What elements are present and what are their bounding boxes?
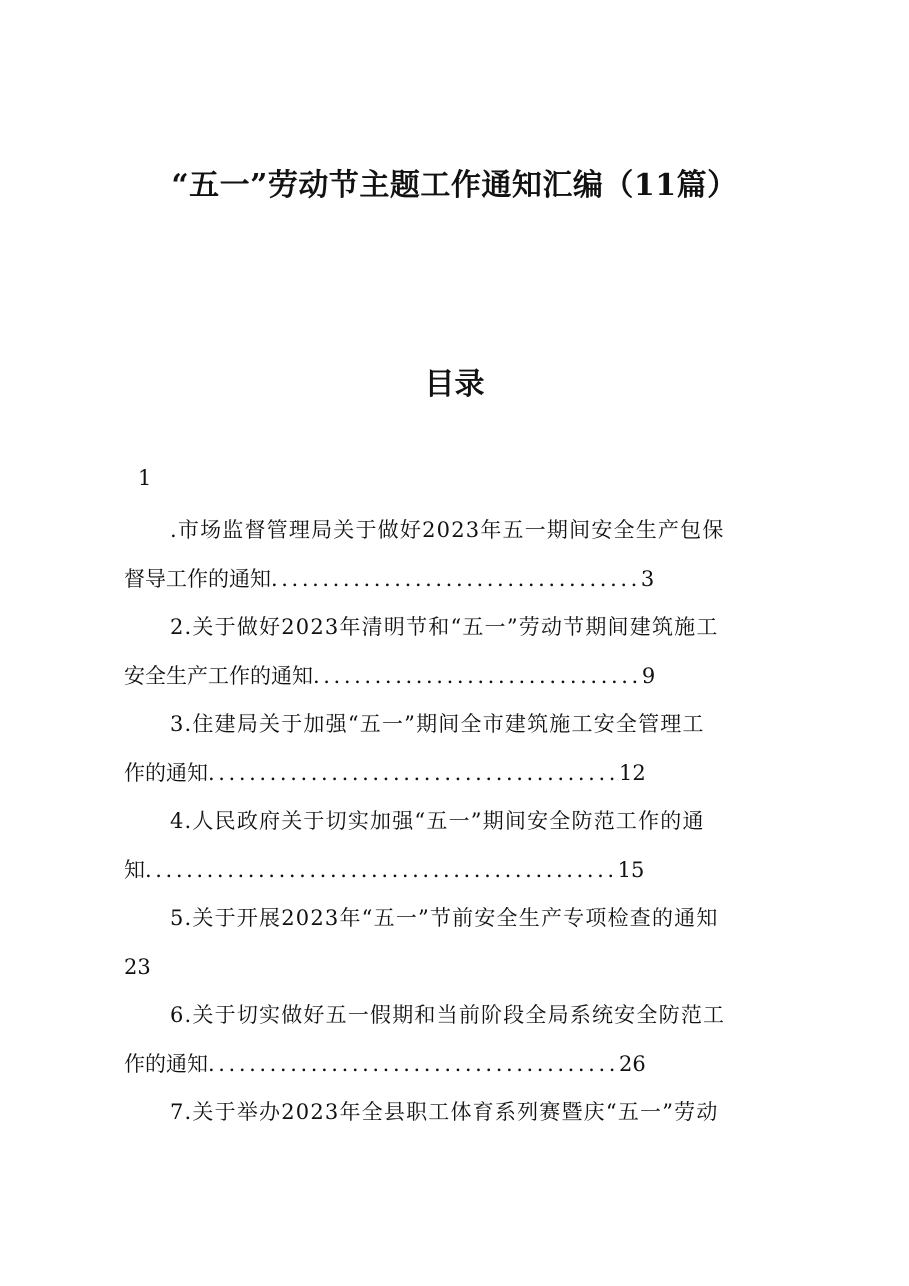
- toc-entry-continuation: [124, 652, 796, 701]
- toc-page-number: 9: [641, 663, 656, 688]
- toc-entry-7[interactable]: [124, 1088, 796, 1137]
- toc-leader-dots: ........................................: [208, 1051, 620, 1076]
- toc-entry-continuation: [124, 749, 796, 798]
- toc-entry-6[interactable]: [124, 991, 796, 1088]
- toc-entry-title: 3.住建局关于加强“五一”期间全市建筑施工安全管理工: [170, 712, 705, 736]
- toc-page-number: 26: [619, 1051, 646, 1076]
- toc-entry-title: 4.人民政府关于切实加强“五一”期间安全防范工作的通: [170, 809, 705, 833]
- toc-page-number: 3: [640, 566, 655, 591]
- stray-page-number: 1: [138, 466, 152, 490]
- toc-entry-continuation: [124, 555, 796, 604]
- toc-entry-title-end: 督导工作的通知: [124, 566, 271, 591]
- toc-entry-3[interactable]: [124, 700, 796, 797]
- toc-entry-title-end: 知: [124, 857, 145, 882]
- table-of-contents: [124, 506, 796, 1137]
- toc-entry-title: 5.关于开展2023年“五一”节前安全生产专项检查的通知: [170, 906, 719, 930]
- toc-entry-title: 2.关于做好2023年清明节和“五一”劳动节期间建筑施工: [170, 615, 719, 639]
- toc-heading: 目录: [424, 367, 485, 402]
- toc-entry-continuation: [124, 1040, 796, 1089]
- toc-page-number: 12: [619, 760, 646, 785]
- toc-leader-dots: ................................: [313, 663, 642, 688]
- toc-entry-1[interactable]: [124, 506, 796, 603]
- toc-leader-dots: ..............................................: [145, 857, 618, 882]
- toc-entry-4[interactable]: [124, 797, 796, 894]
- toc-page-number: 23: [124, 954, 151, 979]
- toc-entry-continuation: [124, 943, 796, 992]
- toc-page-number: 15: [617, 857, 645, 882]
- toc-entry-continuation: [124, 846, 796, 895]
- toc-entry-title: .市场监督管理局关于做好2023年五一期间安全生产包保: [170, 518, 725, 542]
- toc-entry-title: 6.关于切实做好五一假期和当前阶段全局系统安全防范工: [170, 1003, 726, 1027]
- toc-entry-title: 7.关于举办2023年全县职工体育系列赛暨庆“五一”劳动: [170, 1100, 719, 1124]
- toc-entry-2[interactable]: [124, 603, 796, 700]
- document-title: “五一”劳动节主题工作通知汇编（11篇）: [171, 168, 738, 203]
- toc-entry-5[interactable]: [124, 894, 796, 991]
- toc-entry-title-end: 作的通知: [124, 760, 208, 785]
- toc-entry-title-end: 作的通知: [124, 1051, 208, 1076]
- toc-entry-title-end: 安全生产工作的通知: [124, 663, 313, 688]
- toc-leader-dots: ....................................: [271, 566, 641, 591]
- toc-leader-dots: ........................................: [208, 760, 620, 785]
